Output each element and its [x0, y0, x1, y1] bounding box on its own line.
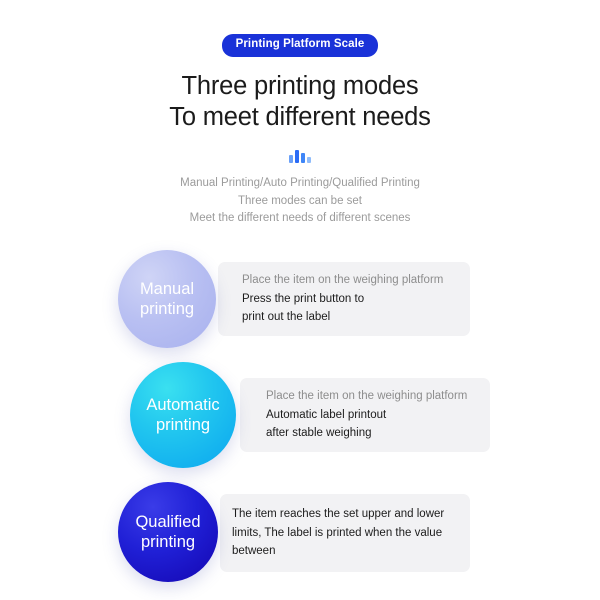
mode-panel-qualified: [220, 494, 470, 572]
mode-description-manual: [242, 271, 443, 327]
mode-row-qualified: [0, 482, 600, 592]
mode-description-automatic: [266, 387, 467, 443]
mode-description-qualified-line3: between: [232, 545, 276, 558]
bar-chart-icon-bar-4: [307, 157, 311, 163]
mode-circle-qualified: [118, 482, 218, 582]
mode-circle-manual-line2: printing: [139, 300, 195, 319]
bar-chart-icon-bar-1: [289, 155, 293, 163]
mode-description-qualified-line1: The item reaches the set upper and lower: [232, 508, 445, 521]
modes-list: [0, 250, 600, 592]
status-badge: Printing Platform Scale: [222, 34, 379, 57]
mode-row-automatic: [0, 362, 600, 474]
mode-circle-qualified-text: [135, 512, 200, 553]
page-title-line1: Three printing modes: [181, 71, 419, 100]
mode-panel-automatic: [240, 378, 490, 452]
mode-circle-qualified-line2: printing: [140, 533, 196, 552]
mode-circle-qualified-line1: Qualified: [135, 512, 201, 531]
promo-page: [0, 34, 600, 600]
bar-chart-icon: [0, 149, 600, 163]
mode-circle-automatic-line1: Automatic: [146, 395, 220, 414]
page-title-line2: To meet different needs: [169, 102, 431, 131]
bar-chart-icon-bar-3: [301, 153, 305, 163]
mode-description-qualified: [232, 505, 460, 561]
page-subtitle-line3: Meet the different needs of different scenes: [189, 212, 411, 225]
mode-circle-automatic-line2: printing: [155, 416, 211, 435]
mode-circle-automatic-text: [146, 395, 219, 436]
mode-circle-manual: [118, 250, 216, 348]
page-subtitle-line2: Three modes can be set: [237, 194, 362, 207]
mode-panel-manual: [218, 262, 470, 336]
mode-description-automatic-line3: after stable weighing: [266, 427, 372, 440]
mode-description-manual-line3: print out the label: [242, 311, 331, 324]
mode-description-manual-line2: Press the print button to: [242, 292, 365, 305]
mode-description-qualified-line2: limits, The label is printed when the value: [232, 526, 443, 539]
badge-row: [0, 34, 600, 57]
mode-description-automatic-line2: Automatic label printout: [266, 408, 387, 421]
mode-row-manual: [0, 250, 600, 354]
mode-description-automatic-line1: Place the item on the weighing platform: [266, 390, 468, 403]
mode-circle-manual-line1: Manual: [139, 279, 195, 298]
mode-circle-manual-text: [140, 279, 194, 320]
page-subtitle-line1: Manual Printing/Auto Printing/Qualified Printing: [180, 176, 420, 189]
bar-chart-icon-bar-2: [295, 150, 299, 163]
page-title: [0, 71, 600, 133]
page-subtitle: [0, 175, 600, 228]
mode-circle-automatic: [130, 362, 236, 468]
mode-description-manual-line1: Place the item on the weighing platform: [242, 274, 444, 287]
